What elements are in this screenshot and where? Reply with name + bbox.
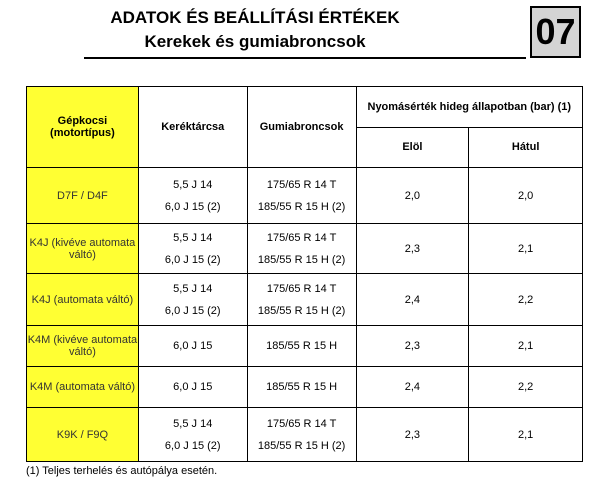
rear-pressure-cell: 2,2: [469, 367, 583, 408]
header-rim: Keréktárcsa: [138, 87, 247, 168]
rear-pressure-cell: 2,1: [469, 224, 583, 274]
rim-cell: [138, 224, 247, 274]
vehicle-label: K9K / F9Q: [56, 428, 109, 441]
front-pressure-cell: 2,3: [356, 224, 469, 274]
page-subtitle: Kerekek és gumiabroncsok: [144, 32, 366, 51]
front-pressure-cell: 2,3: [356, 408, 469, 462]
front-pressure-cell: 2,0: [356, 168, 469, 224]
tyre-value: 185/55 R 15 H (2): [257, 200, 346, 213]
rim-value: 5,5 J 14: [173, 178, 213, 191]
header-front: Elöl: [356, 127, 469, 168]
page-title: ADATOK ÉS BEÁLLÍTÁSI ÉRTÉKEK: [110, 8, 400, 27]
table-row: [27, 168, 583, 224]
vehicle-label: K4J (kivéve automata váltó): [29, 236, 136, 261]
vehicle-cell: [27, 168, 139, 224]
rim-cell: [138, 408, 247, 462]
tyre-value: 185/55 R 15 H: [266, 340, 338, 352]
rim-value: 6,0 J 15 (2): [164, 439, 221, 452]
tyre-value: 175/65 R 14 T: [266, 417, 337, 430]
vehicle-cell: [27, 367, 139, 408]
rim-cell: [138, 367, 247, 408]
rim-value: 5,5 J 14: [173, 282, 213, 295]
tyre-cell: [247, 408, 356, 462]
tyre-value: 175/65 R 14 T: [266, 231, 337, 244]
vehicle-label: D7F / D4F: [57, 189, 108, 202]
vehicle-label: K4J (automata váltó): [31, 293, 134, 306]
rim-value: 5,5 J 14: [173, 231, 213, 244]
wheels-tyres-table: [26, 86, 583, 462]
table-row: [27, 408, 583, 462]
rim-cell: [138, 326, 247, 367]
tyre-cell: [247, 326, 356, 367]
tyre-value: 175/65 R 14 T: [266, 282, 337, 295]
rim-value: 6,0 J 15 (2): [164, 253, 221, 266]
vehicle-cell: [27, 326, 139, 367]
table-row: [27, 274, 583, 326]
vehicle-cell: [27, 408, 139, 462]
front-pressure-cell: 2,4: [356, 367, 469, 408]
tyre-value: 185/55 R 15 H (2): [257, 253, 346, 266]
header-vehicle: Gépkocsi (motortípus): [27, 87, 139, 168]
vehicle-cell: [27, 274, 139, 326]
tyre-value: 175/65 R 14 T: [266, 178, 337, 191]
rear-pressure-cell: 2,1: [469, 326, 583, 367]
tyre-cell: [247, 168, 356, 224]
header-tyre: Gumiabroncsok: [247, 87, 356, 168]
table-row: [27, 367, 583, 408]
tyre-value: 185/55 R 15 H: [266, 381, 338, 393]
vehicle-cell: [27, 224, 139, 274]
chapter-number-badge: 07: [530, 6, 581, 58]
rim-value: 5,5 J 14: [173, 417, 213, 430]
rear-pressure-cell: 2,0: [469, 168, 583, 224]
tyre-cell: [247, 274, 356, 326]
table-body: [27, 168, 583, 462]
rim-cell: [138, 274, 247, 326]
rear-pressure-cell: 2,2: [469, 274, 583, 326]
front-pressure-cell: 2,3: [356, 326, 469, 367]
tyre-value: 185/55 R 15 H (2): [257, 304, 346, 317]
footnote: (1) Teljes terhelés és autópálya esetén.: [26, 465, 218, 477]
rim-cell: [138, 168, 247, 224]
rear-pressure-cell: 2,1: [469, 408, 583, 462]
table-row: [27, 326, 583, 367]
rim-value: 6,0 J 15 (2): [164, 304, 221, 317]
vehicle-label: K4M (automata váltó): [29, 381, 135, 393]
tyre-value: 185/55 R 15 H (2): [257, 439, 346, 452]
table-row: [27, 224, 583, 274]
front-pressure-cell: 2,4: [356, 274, 469, 326]
header-pressure: Nyomásérték hideg állapotban (bar) (1): [356, 87, 582, 128]
rim-value: 6,0 J 15: [173, 381, 213, 393]
tyre-cell: [247, 367, 356, 408]
rim-value: 6,0 J 15: [173, 340, 213, 352]
header-rear: Hátul: [469, 127, 583, 168]
vehicle-label: K4M (kivéve automata váltó): [27, 334, 138, 358]
title-divider: [84, 57, 526, 59]
rim-value: 6,0 J 15 (2): [164, 200, 221, 213]
tyre-cell: [247, 224, 356, 274]
